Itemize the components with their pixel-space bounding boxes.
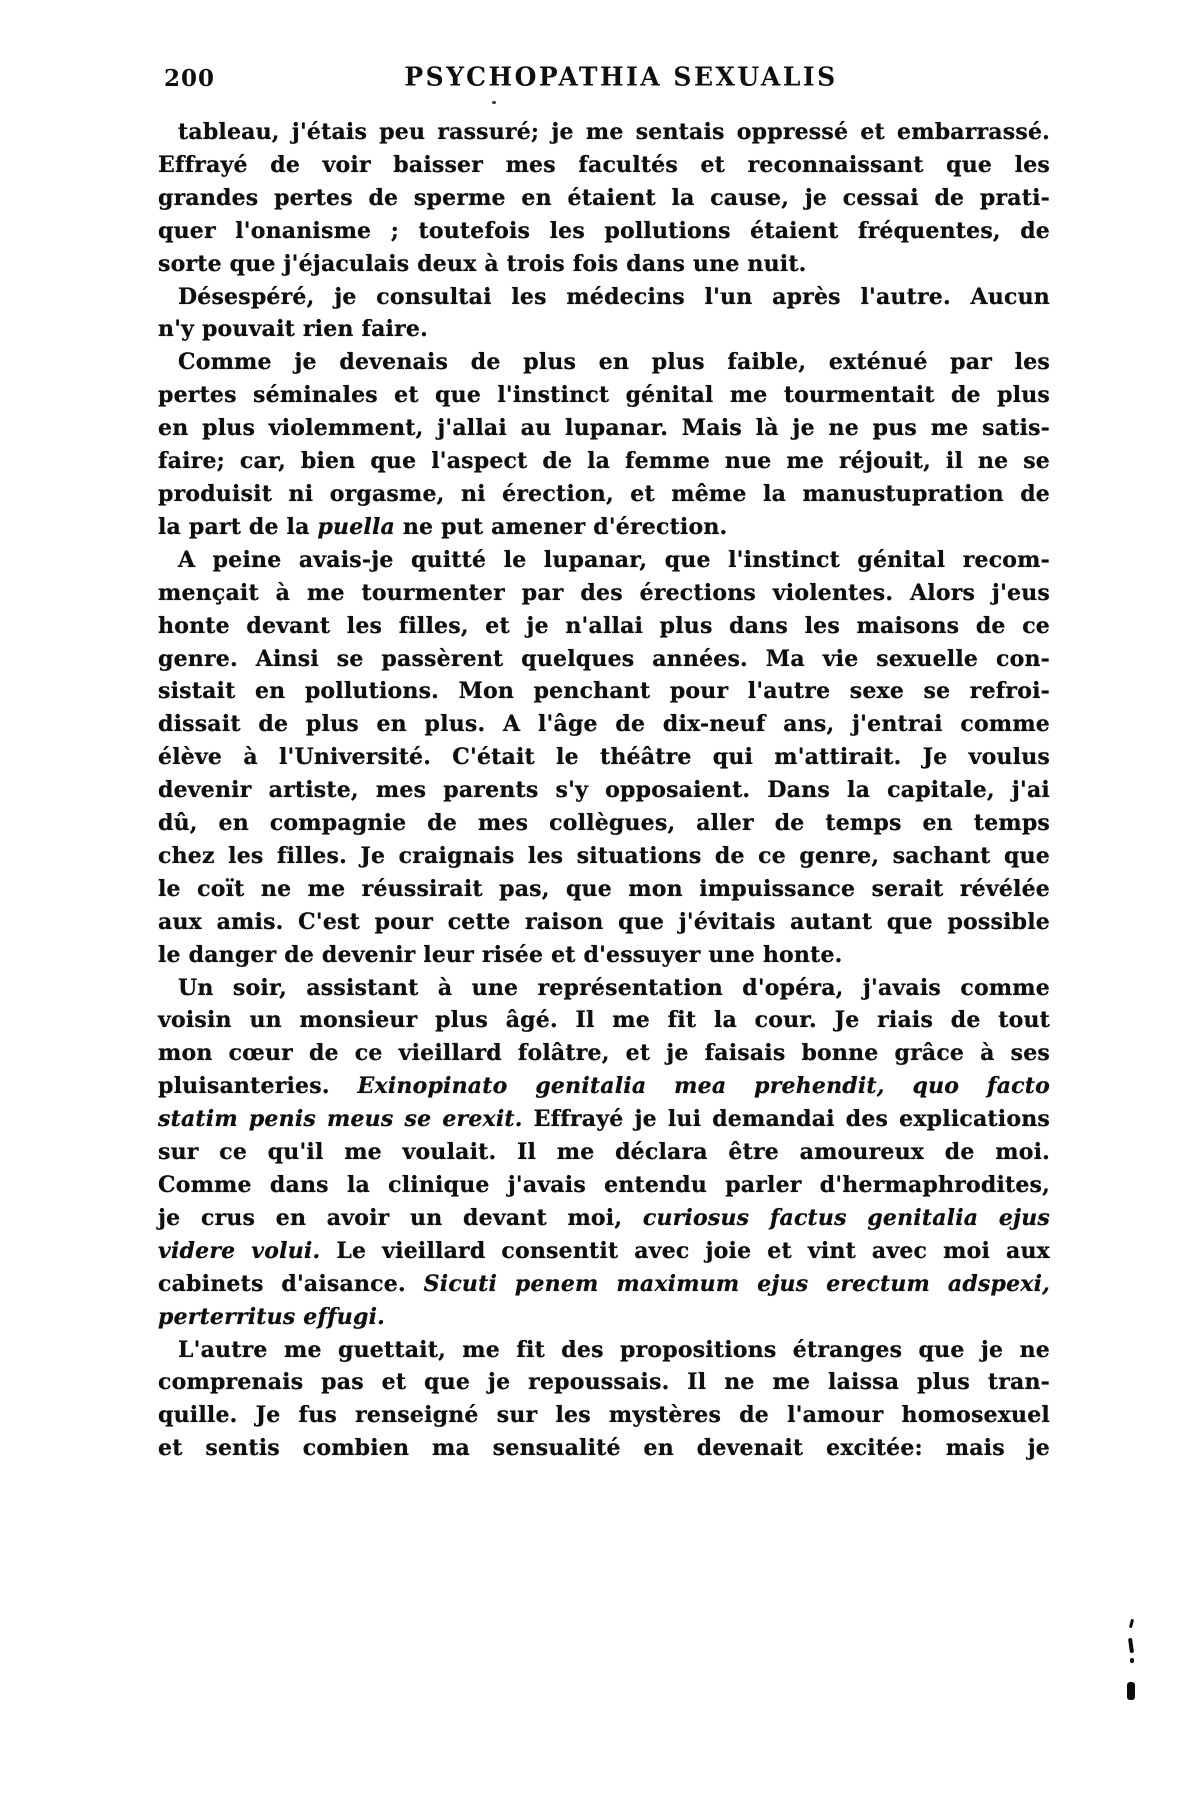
body-text: Désespéré, je consultai les médecins l'un après l'autre. Aucun xyxy=(178,283,1050,310)
text-line xyxy=(158,1103,1050,1136)
ink-speck xyxy=(1128,1638,1134,1653)
latin-italic-text: videre volui. xyxy=(158,1237,321,1264)
running-header xyxy=(158,62,1050,96)
body-text: chez les filles. Je craignais les situations de ce genre, sachant que xyxy=(158,842,1050,869)
text-line xyxy=(158,1366,1050,1399)
ink-speck xyxy=(492,101,496,104)
ink-speck xyxy=(1130,1658,1134,1663)
body-text: voisin un monsieur plus âgé. Il me fit la cour. Je riais de tout xyxy=(158,1007,1050,1034)
running-title: PSYCHOPATHIA SEXUALIS xyxy=(404,61,838,92)
body-text: faire; car, bien que l'aspect de la femme nue me réjouit, il ne se xyxy=(158,448,1050,475)
text-line xyxy=(158,544,1050,577)
text-line xyxy=(158,248,1050,281)
body-text: mençait à me tourmenter par des érections violentes. Alors j'eus xyxy=(158,579,1050,606)
body-text: quille. Je fus renseigné sur les mystères de l'amour homosexuel xyxy=(158,1402,1050,1429)
latin-italic-text: statim penis meus se erexit. xyxy=(158,1106,523,1133)
paragraph xyxy=(158,972,1050,1334)
text-line xyxy=(158,675,1050,708)
text-line xyxy=(158,873,1050,906)
body-text: dû, en compagnie de mes collègues, aller de temps en temps xyxy=(158,810,1050,837)
body-text: grandes pertes de sperme en étaient la cause, je cessai de prati- xyxy=(158,184,1050,211)
text-line xyxy=(158,346,1050,379)
text-line xyxy=(158,511,1050,544)
body-text: je crus en avoir un devant moi, xyxy=(158,1204,643,1231)
body-text: quer l'onanisme ; toutefois les pollutions étaient fréquentes, de xyxy=(158,217,1050,244)
latin-italic-text: Exinopinato genitalia mea prehendit, quo facto xyxy=(357,1073,1050,1100)
body-text: A peine avais-je quitté le lupanar, que l'instinct génital recom- xyxy=(178,546,1050,573)
text-line xyxy=(158,939,1050,972)
ink-speck xyxy=(1127,1682,1135,1700)
body-text: aux amis. C'est pour cette raison que j'évitais autant que possible xyxy=(158,908,1050,935)
text-line xyxy=(158,577,1050,610)
latin-italic-text: curiosus factus genitalia ejus xyxy=(642,1204,1050,1231)
text-line xyxy=(158,643,1050,676)
text-line xyxy=(158,1301,1050,1334)
body-text: ne put amener d'érection. xyxy=(394,513,728,540)
text-line xyxy=(158,478,1050,511)
text-line xyxy=(158,840,1050,873)
body-text: Effrayé je lui demandai des explications xyxy=(522,1106,1050,1133)
text-line xyxy=(158,116,1050,149)
latin-italic-text: perterritus effugi. xyxy=(158,1303,385,1330)
body-text: cabinets d'aisance. xyxy=(158,1270,424,1297)
body-text: le danger de devenir leur risée et d'essuyer une honte. xyxy=(158,941,843,968)
text-line xyxy=(158,281,1050,314)
text-line xyxy=(158,1037,1050,1070)
body-text: devenir artiste, mes parents s'y opposaient. Dans la capitale, j'ai xyxy=(158,777,1050,804)
page-number: 200 xyxy=(164,65,216,92)
text-line xyxy=(158,741,1050,774)
text-line xyxy=(158,774,1050,807)
text-line xyxy=(158,972,1050,1005)
latin-italic-text: puella xyxy=(317,513,395,540)
body-text: produisit ni orgasme, ni érection, et même la manustupration de xyxy=(158,480,1050,507)
body-text: genre. Ainsi se passèrent quelques années. Ma vie sexuelle con- xyxy=(158,645,1050,672)
text-line xyxy=(158,1334,1050,1367)
text-line xyxy=(158,1169,1050,1202)
text-line xyxy=(158,215,1050,248)
body-text: le coït ne me réussirait pas, que mon impuissance serait révélée xyxy=(158,875,1050,902)
body-text: en plus violemment, j'allai au lupanar. Mais là je ne pus me satis- xyxy=(158,415,1050,442)
body-text: sur ce qu'il me voulait. Il me déclara être amoureux de moi. xyxy=(158,1139,1050,1166)
body-text: Comme dans la clinique j'avais entendu parler d'hermaphrodites, xyxy=(158,1172,1050,1198)
text-line xyxy=(158,379,1050,412)
text-line xyxy=(158,1235,1050,1268)
latin-italic-text: Sicuti penem maximum ejus erectum adspexi, xyxy=(423,1270,1050,1297)
text-line xyxy=(158,708,1050,741)
body-text: L'autre me guettait, me fit des propositions étranges que je ne xyxy=(178,1336,1050,1363)
body-text: pertes séminales et que l'instinct génital me tourmentait de plus xyxy=(158,382,1050,409)
body-text: comprenais pas et que je repoussais. Il ne me laissa plus tran- xyxy=(158,1369,1050,1396)
text-line xyxy=(158,1136,1050,1169)
text-line xyxy=(158,1399,1050,1432)
paragraph xyxy=(158,281,1050,347)
text-line xyxy=(158,610,1050,643)
body-text: pluisanteries. xyxy=(158,1073,358,1100)
text-line xyxy=(158,906,1050,939)
body-text: sistait en pollutions. Mon penchant pour l'autre sexe se refroi- xyxy=(158,678,1050,705)
text-line xyxy=(158,1202,1050,1235)
text-line xyxy=(158,445,1050,478)
body-text: mon cœur de ce vieillard folâtre, et je faisais bonne grâce à ses xyxy=(158,1040,1050,1067)
text-line xyxy=(158,149,1050,182)
page-body xyxy=(158,116,1050,1465)
body-text: Effrayé de voir baisser mes facultés et reconnaissant que les xyxy=(158,151,1050,178)
body-text: honte devant les filles, et je n'allai plus dans les maisons de ce xyxy=(158,612,1050,639)
body-text: et sentis combien ma sensualité en devenait excitée: mais je xyxy=(158,1435,1050,1462)
body-text: élève à l'Université. C'était le théâtre qui m'attirait. Je voulus xyxy=(158,744,1050,771)
body-text: la part de la xyxy=(158,513,318,540)
ink-speck xyxy=(1129,1619,1134,1628)
paragraph xyxy=(158,544,1050,972)
text-line xyxy=(158,412,1050,445)
text-line xyxy=(158,1268,1050,1301)
body-text: tableau, j'étais peu rassuré; je me sentais oppressé et embarrassé. xyxy=(178,119,1050,145)
paragraph xyxy=(158,346,1050,543)
body-text: n'y pouvait rien faire. xyxy=(158,316,428,343)
body-text: Comme je devenais de plus en plus faible, exténué par les xyxy=(178,349,1050,376)
body-text: Le vieillard consentit avec joie et vint avec moi aux xyxy=(320,1237,1050,1264)
text-line xyxy=(158,807,1050,840)
body-text: Un soir, assistant à une représentation d'opéra, j'avais comme xyxy=(178,974,1050,1001)
paragraph xyxy=(158,116,1050,281)
body-text: dissait de plus en plus. A l'âge de dix-neuf ans, j'entrai comme xyxy=(158,711,1050,738)
text-line xyxy=(158,1004,1050,1037)
text-line xyxy=(158,182,1050,215)
text-line xyxy=(158,1070,1050,1103)
text-line xyxy=(158,313,1050,346)
paragraph xyxy=(158,1334,1050,1466)
body-text: sorte que j'éjaculais deux à trois fois dans une nuit. xyxy=(158,250,807,277)
text-line xyxy=(158,1432,1050,1465)
